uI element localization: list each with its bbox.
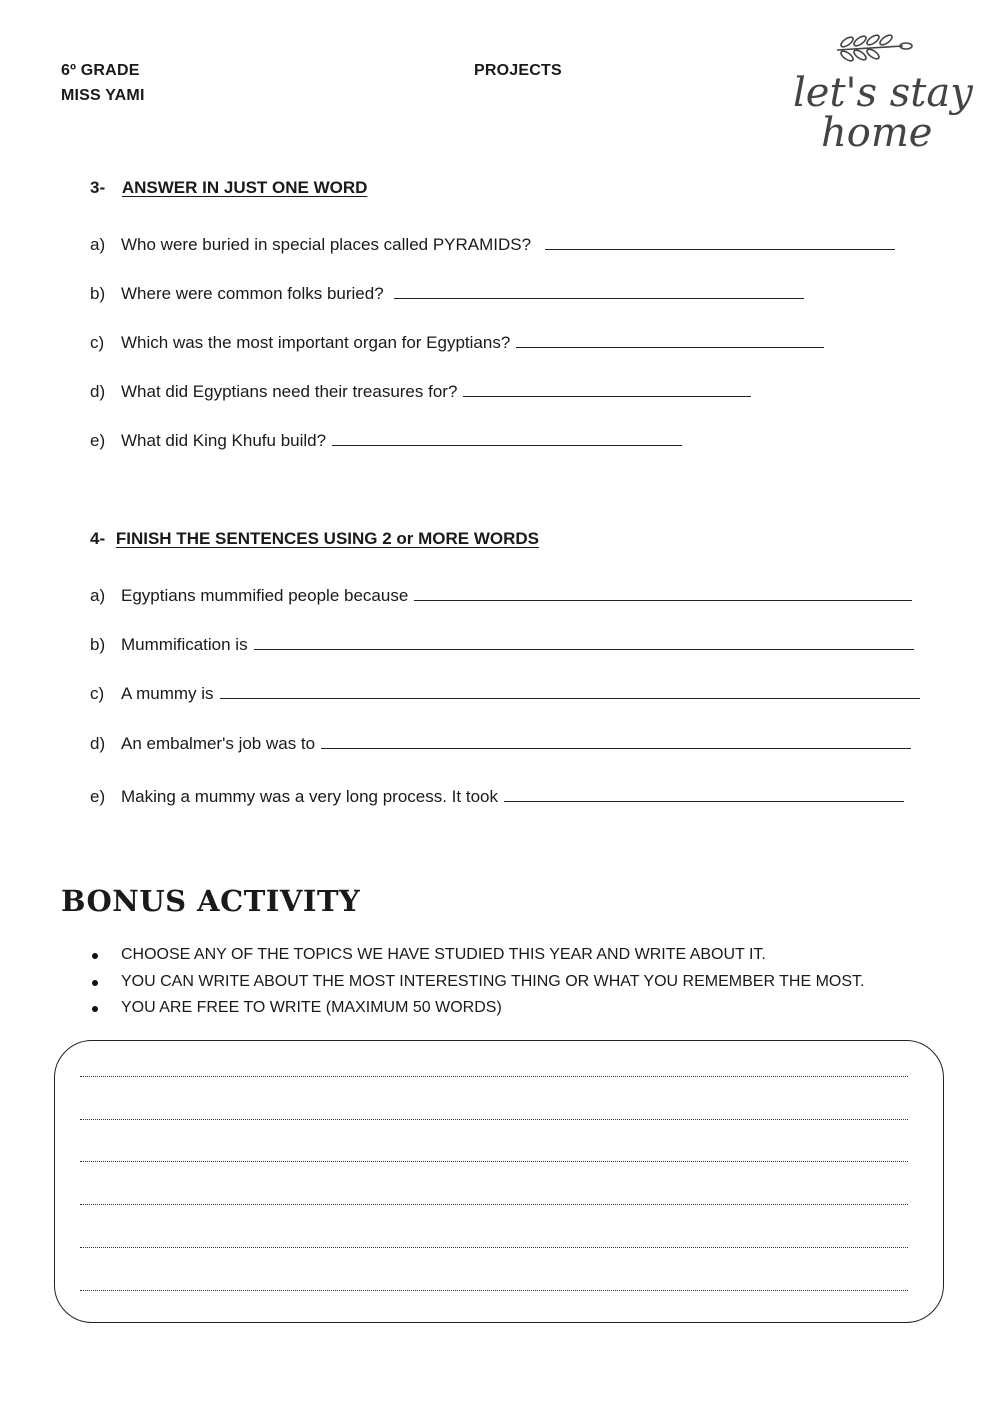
bonus-activity-title: BONUS ACTIVITY (61, 884, 361, 918)
answer-blank[interactable] (414, 585, 912, 601)
svg-text:home: home (821, 110, 933, 156)
leaf-branch-icon (785, 28, 973, 158)
writing-line[interactable] (80, 1076, 908, 1077)
question-3a: a) Who were buried in special places called PYRAMIDS? (90, 234, 895, 255)
bonus-instructions (121, 946, 941, 1026)
question-4e: e) Making a mummy was a very long process. It took (90, 786, 904, 807)
answer-blank[interactable] (332, 430, 682, 446)
section-4-number: 4- (90, 529, 106, 548)
teacher-label: MISS YAMI (61, 87, 145, 104)
question-3e: e) What did King Khufu build? (90, 430, 682, 451)
writing-line[interactable] (80, 1119, 908, 1120)
writing-line[interactable] (80, 1290, 908, 1291)
writing-line[interactable] (80, 1204, 908, 1205)
writing-line[interactable] (80, 1247, 908, 1248)
writing-box[interactable] (54, 1040, 944, 1323)
question-4c: c) A mummy is (90, 683, 920, 704)
answer-blank[interactable] (463, 381, 751, 397)
bullet-icon (92, 980, 98, 986)
bullet-item: YOU ARE FREE TO WRITE (MAXIMUM 50 WORDS) (121, 999, 502, 1017)
answer-blank[interactable] (321, 733, 911, 749)
section-3-heading (90, 178, 367, 198)
page-title: PROJECTS (474, 62, 562, 79)
bullet-icon (92, 953, 98, 959)
question-3c: c) Which was the most important organ for Egyptians? (90, 332, 824, 353)
writing-line[interactable] (80, 1161, 908, 1162)
section-4-title: FINISH THE SENTENCES USING 2 or MORE WORDS (115, 529, 540, 548)
answer-blank[interactable] (504, 786, 904, 802)
answer-blank[interactable] (254, 634, 914, 650)
bullet-icon (92, 1006, 98, 1012)
answer-blank[interactable] (220, 683, 920, 699)
answer-blank[interactable] (394, 283, 804, 299)
grade-label: 6º GRADE (61, 62, 140, 79)
question-4d: d) An embalmer's job was to (90, 733, 911, 754)
question-4b: b) Mummification is (90, 634, 914, 655)
answer-blank[interactable] (516, 332, 824, 348)
section-3-title: ANSWER IN JUST ONE WORD (121, 178, 368, 197)
bullet-item: CHOOSE ANY OF THE TOPICS WE HAVE STUDIED THIS YEAR AND WRITE ABOUT IT. (121, 946, 766, 964)
section-3-number: 3- (90, 178, 106, 197)
bullet-item: YOU CAN WRITE ABOUT THE MOST INTERESTING THING OR WHAT YOU REMEMBER THE MOST. (121, 973, 864, 991)
section-4-heading (90, 529, 539, 549)
question-3b: b) Where were common folks buried? (90, 283, 804, 304)
question-3d: d) What did Egyptians need their treasures for? (90, 381, 751, 402)
answer-blank[interactable] (545, 234, 895, 250)
svg-text:let's stay: let's stay (793, 70, 973, 116)
question-4a: a) Egyptians mummified people because (90, 585, 912, 606)
lets-stay-home-logo (785, 28, 973, 158)
